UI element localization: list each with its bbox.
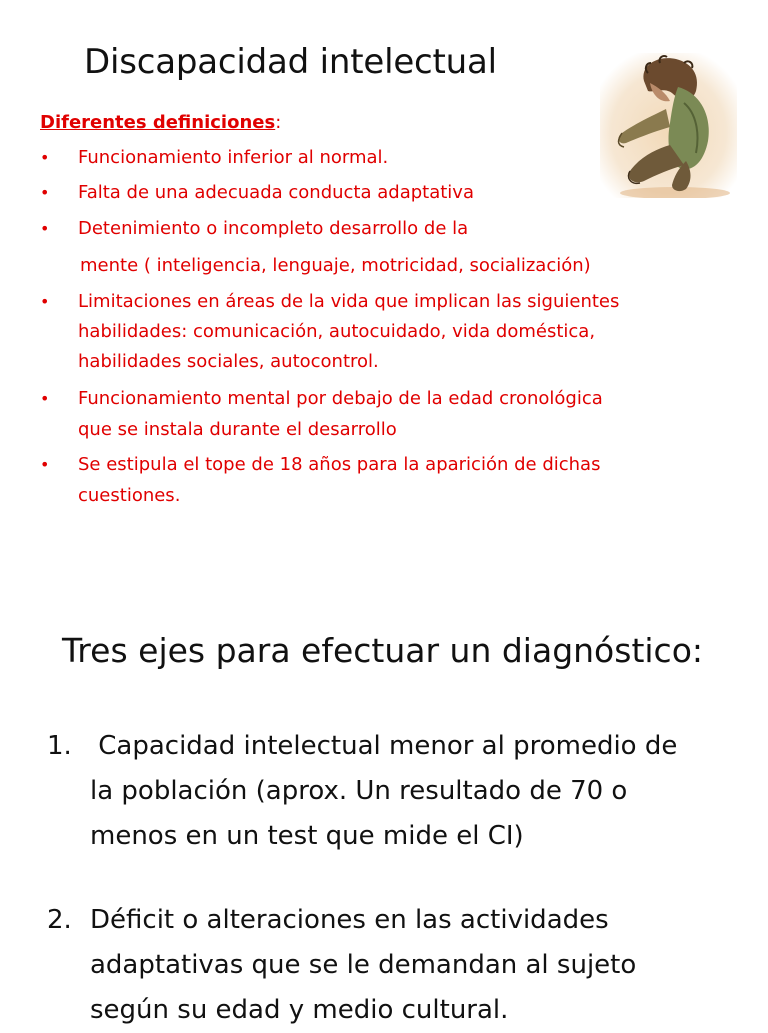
definitions-heading-text: Diferentes definiciones	[40, 112, 276, 133]
bullet-icon: •	[40, 455, 50, 474]
list-item-text: Se estipula el tope de 18 años para la aparición de dichas	[78, 454, 601, 475]
list-item-line: que se instala durante el desarrollo	[78, 419, 397, 440]
diagnosis-heading: Tres ejes para efectuar un diagnóstico:	[62, 631, 704, 670]
item-number: 2.	[47, 905, 72, 935]
list-item-text: Detenimiento o incompleto desarrollo de la	[78, 218, 469, 239]
list-item-line: habilidades: comunicación, autocuidado, vida doméstica,	[78, 321, 596, 342]
definitions-heading	[40, 111, 281, 135]
item-line: adaptativas que se le demandan al sujeto	[90, 950, 637, 980]
bullet-icon: •	[40, 219, 50, 238]
crouching-person-illustration	[600, 53, 737, 198]
item-line: menos en un test que mide el CI)	[90, 821, 524, 851]
page-title: Discapacidad intelectual	[84, 42, 497, 82]
list-item-text: Funcionamiento inferior al normal.	[78, 147, 389, 168]
definitions-heading-colon: :	[275, 112, 282, 133]
bullet-icon: •	[40, 183, 50, 202]
list-item-line: habilidades sociales, autocontrol.	[78, 351, 379, 372]
bullet-icon: •	[40, 389, 50, 408]
item-number: 1.	[47, 731, 72, 761]
item-line: Capacidad intelectual menor al promedio de	[90, 731, 678, 761]
list-item-text: Falta de una adecuada conducta adaptativa	[78, 182, 474, 203]
list-item-text: Limitaciones en áreas de la vida que implican las siguientes	[78, 291, 620, 312]
bullet-icon: •	[40, 148, 50, 167]
item-text	[90, 724, 677, 859]
list-item-text: Funcionamiento mental por debajo de la edad cronológica	[78, 388, 603, 409]
item-line: la población (aprox. Un resultado de 70 o	[90, 776, 628, 806]
item-line: Déficit o alteraciones en las actividades	[90, 905, 609, 935]
item-text	[90, 898, 636, 1033]
list-item-line: cuestiones.	[78, 485, 181, 506]
item-line: según su edad y medio cultural.	[90, 995, 509, 1025]
bullet-icon: •	[40, 292, 50, 311]
list-item-continuation: mente ( inteligencia, lenguaje, motricidad, socialización)	[80, 255, 591, 276]
